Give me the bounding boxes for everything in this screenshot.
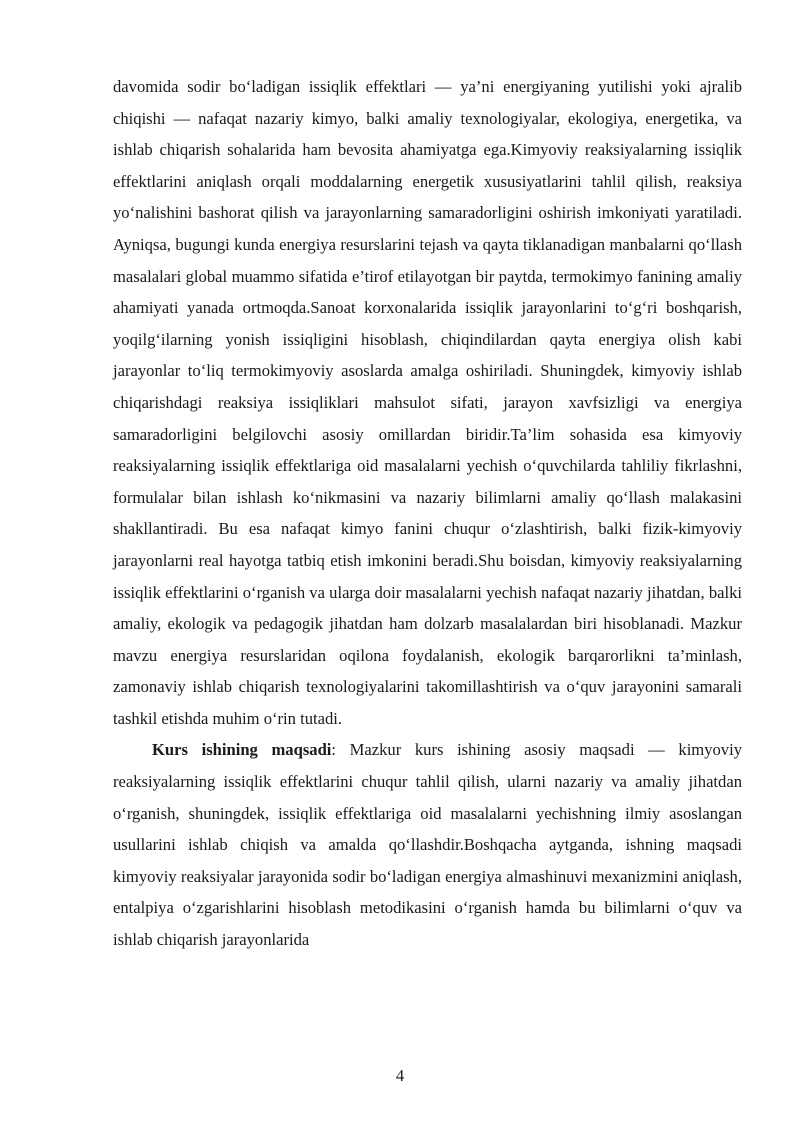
page-content [113, 71, 742, 956]
paragraph-2-bold-lead: Kurs ishining maqsadi [152, 740, 332, 760]
page-number: 4 [395, 1066, 405, 1085]
paragraph-1: davomida sodir bo‘ladigan issiqlik effektlari — ya’ni energiyaning yutilishi yoki ajralib chiqishi — nafaqat nazariy kimyo, balki amaliy texnologiyalar, ekologiya, energetika, va ishlab chiqarish sohalarida ham bevosita ahamiyatga ega.Kimyoviy reaksiyalarning issiqlik effektlarini aniqlash orqali moddalarning energetik xususiyatlarini tahlil qilish, reaksiya yo‘nalishini bashorat qilish va jarayonlarning samaradorligini oshirish imkoniyati yaratiladi. Ayniqsa, bugungi kunda energiya resurslarini tejash va qayta tiklanadigan manbalarni qo‘llash masalalari global muammo sifatida e’tirof etilayotgan bir paytda, termokimyo fanining amaliy ahamiyati yanada ortmoqda.Sanoat korxonalarida issiqlik jarayonlarini to‘g‘ri boshqarish, yoqilg‘ilarning yonish issiqligini hisoblash, chiqindilardan qayta energiya olish kabi jarayonlar to‘liq termokimyoviy asoslarda amalga oshiriladi. Shuningdek, kimyoviy ishlab chiqarishdagi reaksiya issiqliklari mahsulot sifati, jarayon xavfsizligi va energiya samaradorligini belgilovchi asosiy omillardan biridir.Ta’lim sohasida esa kimyoviy reaksiyalarning issiqlik effektlariga oid masalalarni yechish o‘quvchilarda tahliliy fikrlashni, formulalar bilan ishlash ko‘nikmasini va nazariy bilimlarni amaliy qo‘llash malakasini shakllantiradi. Bu esa nafaqat kimyo fanini chuqur o‘zlashtirish, balki fizik-kimyoviy jarayonlarni real hayotga tatbiq etish imkonini beradi.Shu boisdan, kimyoviy reaksiyalarning issiqlik effektlarini o‘rganish va ularga doir masalalarni yechish nafaqat nazariy jihatdan, balki amaliy, ekologik va pedagogik jihatdan ham dolzarb masalalardan biri hisoblanadi. Mazkur mavzu energiya resurslaridan oqilona foydalanish, ekologik barqarorlikni ta’minlash, zamonaviy ishlab chiqarish texnologiyalarini takomillashtirish va o‘quv jarayonini samarali tashkil etishda muhim o‘rin tutadi. [113, 77, 742, 728]
paragraph-2 [113, 734, 742, 955]
paragraph-2-text: : Mazkur kurs ishining asosiy maqsadi — kimyoviy reaksiyalarning issiqlik effektlarini chuqur tahlil qilish, ularni nazariy va amaliy jihatdan o‘rganish, shuningdek, issiqlik effektlariga oid masalalarni yechishning ilmiy asoslangan usullarini ishlab chiqish va amalda qo‘llashdir.Boshqacha aytganda, ishning maqsadi kimyoviy reaksiyalar jarayonida sodir bo‘ladigan energiya almashinuvi mexanizmini aniqlash, entalpiya o‘zgarishlarini hisoblash metodikasini o‘rganish hamda bu bilimlarni o‘quv va ishlab chiqarish jarayonlarida [113, 740, 743, 950]
